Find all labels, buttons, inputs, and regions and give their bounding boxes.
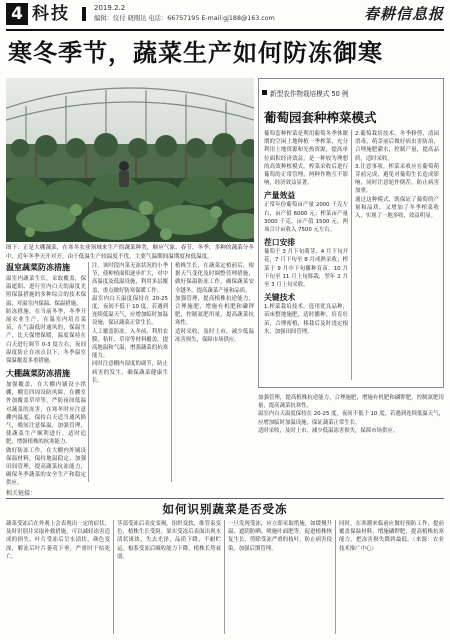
greenhouse-photo-image (6, 78, 254, 242)
bottom-column (6, 520, 110, 561)
paragraph: 温室内白天温度保持在 20-25 度，夜间不低于 10 度，若遇到连续低温天气，应增加临时加温设施，保证蔬菜正常生长。 (258, 411, 444, 426)
bottom-feature-title: 如何识别蔬菜是否受冻 (162, 502, 288, 516)
masthead-rule (6, 29, 444, 31)
editor-contact-info: 编辑：仪付 晓刚达 电话：66757195 E-mail:gj188@163.com (94, 15, 275, 22)
paragraph: 加强管理，提高植株抗逆能力，合理施肥，增施有机肥和磷钾肥，控制氮肥用量，提高蔬菜抗寒性。 (258, 395, 444, 410)
paragraph: 茎部受冻后表皮变褐，组织变软，维管束变色，植株生长受阻。果实受冻后表面出现水渍状斑块，失去光泽，品质下降，不耐贮运。根系受冻后吸收能力下降，植株长势衰弱。 (117, 521, 221, 560)
section-name: 科技 (32, 4, 70, 24)
box-column-b (355, 130, 439, 220)
box-intro: 葡萄套种榨菜是利用葡萄冬季休眠期的空闲土地种植一季榨菜，充分利用土地资源和光热资源，提高单位面积经济效益，是一种较为理想的高效种植模式。榨菜采收后进行葡萄的正常管理，两种作物互不影响，经济效益显著。 (264, 131, 348, 187)
photo-caption: 图下：正是大棚蔬菜，在寒冬农业领域来生产的蔬菜种类，顺应气象。春节，冬季，多种的蔬菜分冬中，近年冬季天开对开，由于低温生产较温度不优，主要气温期间温期度和低温度。 (6, 245, 254, 260)
paragraph: 同时，在寒潮来临前应做好预防工作，提前覆盖保温材料，增施磷钾肥，提高植株抗寒能力，把冻害损失降到最低。（来源：农业技术推广中心） (339, 521, 444, 552)
paragraph: 适时采收，及时上市，减少低温冻害损失，保障市场供应。 (258, 427, 399, 434)
column-divider (113, 520, 114, 634)
right-lower-column (258, 394, 444, 435)
masthead (6, 3, 444, 29)
paragraph: 植株生长，在蔬菜定植前后，根据天气变化及时调整管理措施，做好保温防冻工作，确保蔬菜安全越冬，提高蔬菜产量和品质。 (175, 263, 254, 294)
paragraph: 人工覆盖防冻。入冬前，利用农膜、秸秆、草帘等材料覆盖，提高地温和气温，增强蔬菜的抗寒能力。 (92, 328, 168, 360)
paragraph: 注，该时段内菜无冻状况的小季节，使种植面积逐步扩大，对中高温度及低温设施，利用多层覆盖，重点做好防寒保暖工作。 (92, 263, 168, 294)
right-of-photo-column (175, 262, 254, 344)
left-column (6, 262, 86, 365)
series-bullet-icon (262, 90, 267, 95)
related-link-label: 相关链接： (6, 490, 37, 497)
column-divider (351, 130, 352, 380)
paragraph: 3.注意事项。榨菜采收应在葡萄萌芽前完成，避免对葡萄生长造成影响，同时注意轮作倒茬，防止病害加重。 (355, 163, 439, 195)
paragraph: 蔬菜受冻后在外观上会表现出一定的症状，及时识别并采取补救措施，可以减轻冻害造成的损失。叶片受冻后呈水渍状，颜色变深，解冻后叶片萎蔫下垂，严重时干枯死亡。 (6, 521, 110, 560)
left-column-lower (6, 368, 86, 488)
paragraph: 加强管理，提高植株抗逆能力，合理施肥，增施有机肥和磷钾肥，控制氮肥用量，提高蔬菜抗寒性。 (175, 295, 254, 327)
paragraph: 2.葡萄栽培技术。冬季修剪，清园消毒，萌芽前后做好病虫害防治，合理施肥灌水，控制产量，提高品质，适时采收。 (355, 131, 439, 162)
column-divider (335, 520, 336, 634)
series-label: 新型农作物栽培模式 50 例 (270, 90, 349, 98)
section-rule (6, 498, 444, 499)
paragraph: 同时注意棚内湿度的调节，防止病害的发生，确保蔬菜健康生长。 (92, 361, 168, 384)
paragraph: 适时采收，及时上市，减少低温冻害损失，保障市场供应。 (175, 328, 254, 343)
box-column-a (264, 130, 348, 336)
section-tag-plastic-tunnel: 大棚蔬菜防冻措施 (6, 369, 70, 378)
issue-number: 4 (6, 3, 28, 25)
paragraph: 一旦发现受冻，应立即采取措施，如缓慢升温、遮阴防晒、喷施叶面肥等，促进植株恢复生长，剪除受冻严重的枝叶，防止病害侵染，加强后期管理。 (228, 521, 332, 552)
paragraph: 通过这种模式，既保证了葡萄的产量和品质，又增加了冬季榨菜收入，实现了一地多收，效益明显。 (355, 196, 439, 220)
main-headline: 寒冬季节，蔬菜生产如何防冻御寒 (8, 39, 383, 67)
bottom-column (339, 520, 444, 553)
section-tag-greenhouse: 温室蔬菜防冻措施 (6, 263, 70, 272)
bottom-column (228, 520, 332, 553)
middle-column (92, 262, 168, 385)
section-divider (82, 7, 86, 21)
newspaper-logo: 春耕信息报 (363, 5, 444, 23)
paragraph: 温室内蔬菜生长，采取覆盖，保温遮阳、进行室内白天的温度光照保温措施的多种综合的技术保温，对温室内保温、保温措施。 (6, 276, 86, 307)
box-section-text: 正常年份葡萄亩产量 2000 千克左右，亩产值 6000 元；榨菜亩产量 3000 千克，亩产值 1500 元，两项合计亩收入 7500 元左右。 (264, 202, 348, 234)
box-section-heading: 产量效益 (264, 191, 296, 201)
column-divider (224, 520, 225, 634)
paragraph: 做好防冻工作，在大棚内外铺设保温材料，保持地温稳定，加强田间管理，提高蔬菜抗冻能力，确保冬季蔬菜的安全生产和稳定供应。 (6, 447, 86, 487)
column-divider (171, 262, 172, 482)
box-section-text: 葡萄于 3 月下旬萌芽，4 月下旬开花，7 月下旬至 8 月成熟采收；榨菜于 9 月中下旬播种育苗，10 月下旬至 11 月上旬移栽，翌年 2 月至 3 月上旬采收。 (264, 249, 348, 289)
paragraph: 温室内白天温度保持在 20-25 度，夜间不低于 10 度，若遇到连续低温天气，应增加临时加温设施，保证蔬菜正常生长。 (92, 295, 168, 327)
box-section-text: 1.榨菜栽培技术。选用优良品种，苗床整地施肥，适时播种，培育壮苗，合理密植，移栽后及时浇定根水，加强田间管理。 (264, 304, 348, 335)
paragraph: 加强覆盖，在大棚内铺设小拱棚，棚室四周设防风障，在棚室外加覆盖草帘等，严防夜间低温对蔬菜的冻害，在寒冬时应注意棚内温度，保持白天适当通风换气，晚间注意保温，加强管理，使蔬菜生产顺利进行，适时追肥，增强植株的抗寒能力。 (6, 382, 86, 446)
column-divider (88, 262, 89, 482)
paragraph: 防冻措施。在当前冬季，冬季开展农业生产，在温室内培育菜苗，在气温低时通风的，保温生产，比天保增保暖，温度保持在白天进行调节 0-3 度左右，夜间温度防止在冰点以下，冬季温室保温覆盖多重措施。 (6, 308, 86, 365)
box-title: 葡萄园套种榨菜模式 (264, 110, 377, 125)
issue-date: 2019.2.2 (94, 4, 126, 12)
farmer-figure (119, 161, 129, 187)
box-section-heading: 关键技术 (264, 293, 296, 303)
bottom-column (117, 520, 221, 561)
greenhouse-photo (6, 78, 254, 242)
box-section-heading: 茬口安排 (264, 238, 296, 248)
